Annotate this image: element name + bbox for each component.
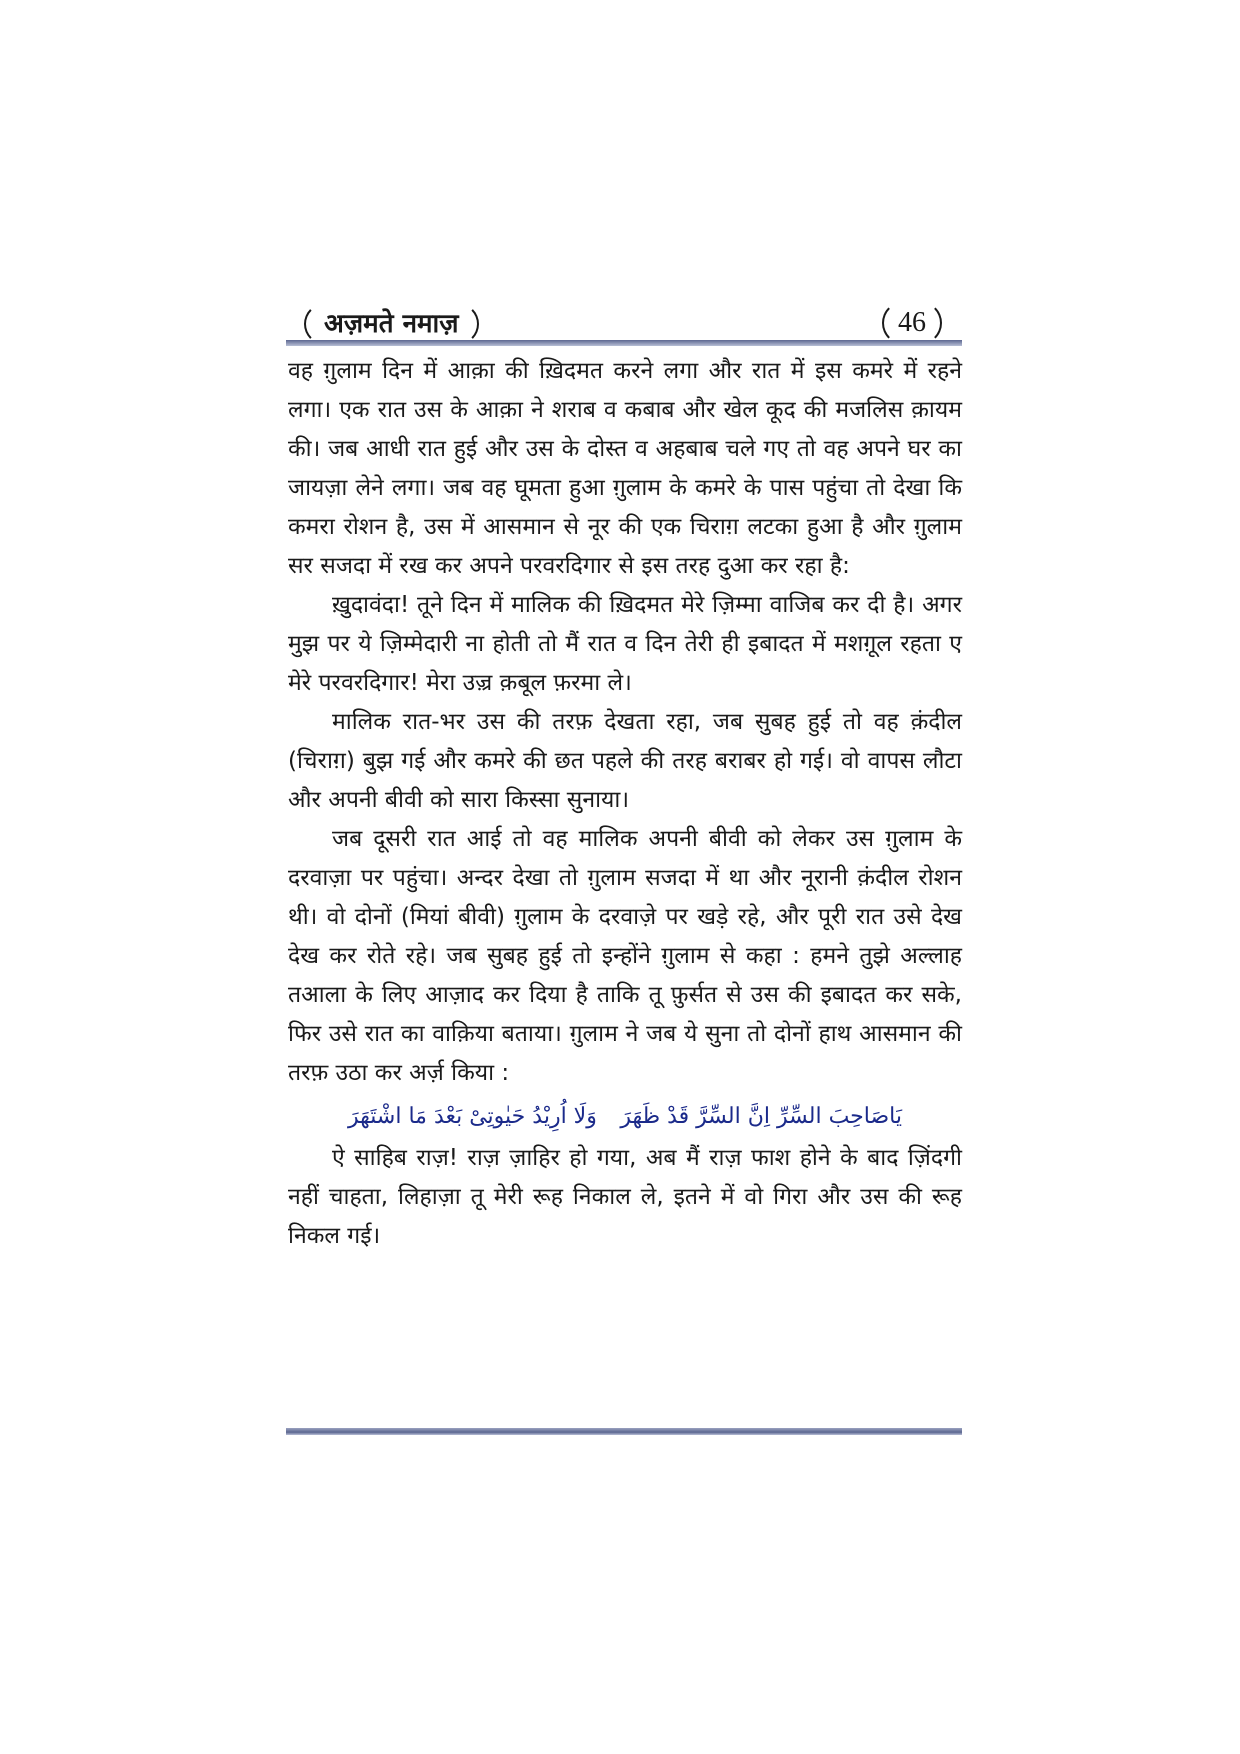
arabic-verse bbox=[288, 1097, 962, 1137]
book-title: अज़मते नमाज़ bbox=[304, 303, 479, 345]
paragraph-4: जब दूसरी रात आई तो वह मालिक अपनी बीवी को लेकर उस ग़ुलाम के दरवाज़ा पर पहुंचा। अन्दर देखा तो ग़ुलाम सजदा में था और नूरानी क़ंदील रोशन थी। वो दोनों (मियां बीवी) ग़ुलाम के दरवाज़े पर खड़े रहे, और पूरी रात उसे देख देख कर रोते रहे। जब सुबह हुई तो इन्होंने ग़ुलाम से कहा : हमने तुझे अल्लाह तआला के लिए आज़ाद कर दिया है ताकि तू फ़ुर्सत से उस की इबादत कर सके, फिर उसे रात का वाक़िया बताया। ग़ुलाम ने जब ये सुना तो दोनों हाथ आसमान की तरफ़ उठा कर अर्ज़ किया : bbox=[288, 826, 962, 1086]
page-number: 46 bbox=[882, 301, 942, 345]
footer-rule bbox=[286, 1428, 962, 1435]
paragraph-3: मालिक रात-भर उस की तरफ़ देखता रहा, जब सुबह हुई तो वह क़ंदील (चिराग़) बुझ गई और कमरे की छत पहले की तरह बराबर हो गई। वो वापस लौटा और अपनी बीवी को सारा किस्सा सुनाया। bbox=[288, 709, 962, 813]
page-body bbox=[288, 352, 962, 1256]
paragraph-1: वह ग़ुलाम दिन में आक़ा की ख़िदमत करने लगा और रात में इस कमरे में रहने लगा। एक रात उस के आक़ा ने शराब व कबाब और खेल कूद की मजलिस क़ायम की। जब आधी रात हुई और उस के दोस्त व अहबाब चले गए तो वह अपने घर का जायज़ा लेने लगा। जब वह घूमता हुआ ग़ुलाम के कमरे के पास पहुंचा तो देखा कि कमरा रोशन है, उस में आसमान से नूर की एक चिराग़ लटका हुआ है और ग़ुलाम सर सजदा में रख कर अपने परवरदिगार से इस तरह दुआ कर रहा है: bbox=[288, 358, 962, 579]
paragraph-5: ऐ साहिब राज़! राज़ ज़ाहिर हो गया, अब मैं राज़ फाश होने के बाद ज़िंदगी नहीं चाहता, लिहाज़ा तू मेरी रूह निकाल ले, इतने में वो गिरा और उस की रूह निकल गई। bbox=[288, 1145, 962, 1249]
arabic-verse-left: وَلَا اُرِيْدُ حَيٰوتِىْ بَعْدَ مَا اشْتَهَرَ bbox=[348, 1104, 597, 1129]
header-rule bbox=[286, 340, 962, 346]
arabic-verse-right: يَاصَاحِبَ السِّرِّ اِنَّ السِّرَّ قَدْ ظَهَرَ bbox=[620, 1104, 902, 1129]
paragraph-2: ख़ुदावंदा! तूने दिन में मालिक की ख़िदमत मेरे ज़िम्मा वाजिब कर दी है। अगर मुझ पर ये ज़िम्मेदारी ना होती तो मैं रात व दिन तेरी ही इबादत में मशग़ूल रहता ए मेरे परवरदिगार! मेरा उज़्र क़बूल फ़रमा ले। bbox=[288, 592, 962, 696]
